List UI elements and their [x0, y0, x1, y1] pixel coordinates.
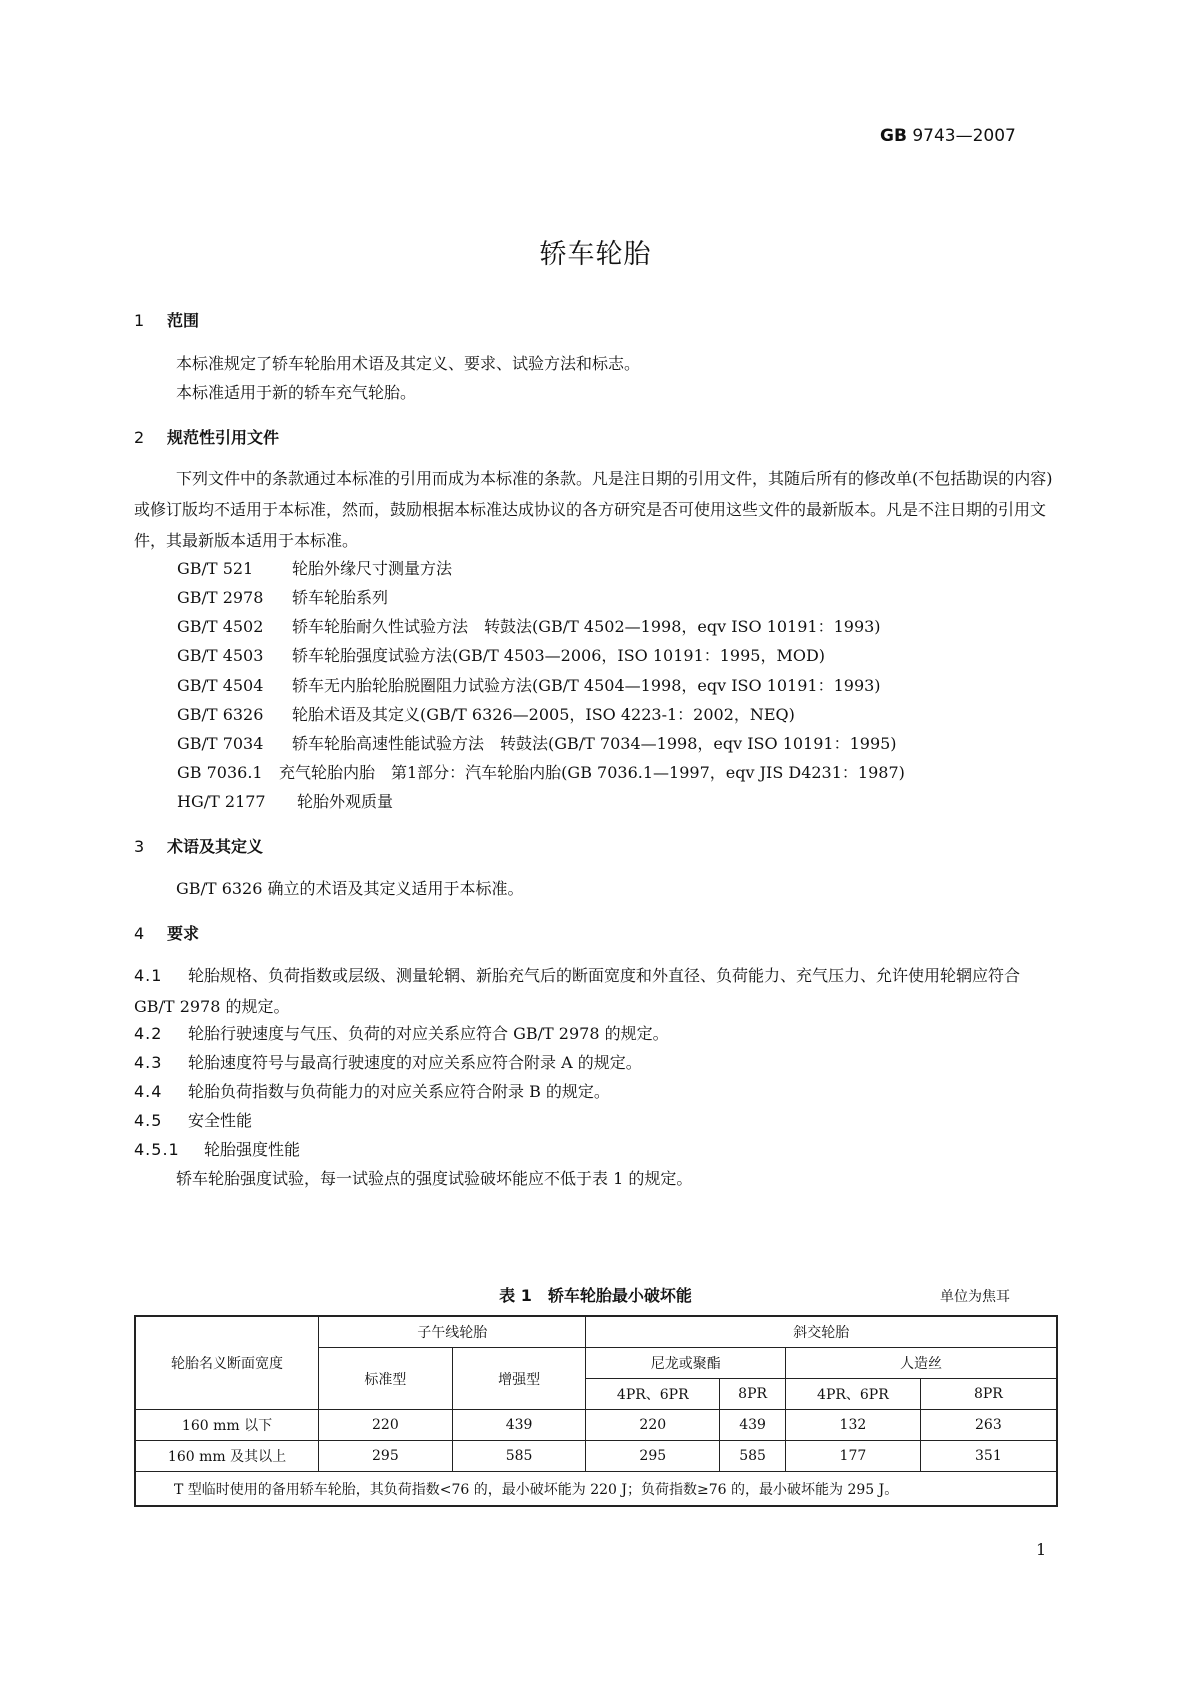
- section-2-heading: 2 规范性引用文件: [134, 428, 280, 447]
- reference-item: GB/T 2978 轿车轮胎系列: [177, 588, 389, 607]
- reference-item: GB/T 4504 轿车无内胎轮胎脱圈阻力试验方法(GB/T 4504—1998，eqv ISO 10191：1993): [177, 676, 881, 695]
- table-cell: 177: [786, 1441, 921, 1472]
- clause-4-1: 4.1 轮胎规格、负荷指数或层级、测量轮辋、新胎充气后的断面宽度和外直径、负荷能力、充气压力、允许使用轮辋应符合 GB/T 2978 的规定。: [134, 966, 1021, 1016]
- clause-4-4: 4.4 轮胎负荷指数与负荷能力的对应关系应符合附录 B 的规定。: [134, 1082, 610, 1101]
- header-radial: 子午线轮胎: [319, 1316, 586, 1348]
- header-rayon-4pr6pr: 4PR、6PR: [786, 1379, 921, 1410]
- table-cell: 220: [586, 1410, 720, 1441]
- table-cell: 220: [319, 1410, 453, 1441]
- terms-paragraph: GB/T 6326 确立的术语及其定义适用于本标准。: [176, 879, 524, 898]
- page-number: 1: [1036, 1540, 1047, 1559]
- header-reinforced: 增强型: [452, 1348, 586, 1410]
- table-row: [135, 1410, 1057, 1441]
- clause-4-5-1: 4.5.1 轮胎强度性能: [134, 1140, 301, 1159]
- clause-4-3: 4.3 轮胎速度符号与最高行驶速度的对应关系应符合附录 A 的规定。: [134, 1053, 642, 1072]
- scope-paragraph-1: 本标准规定了轿车轮胎用术语及其定义、要求、试验方法和标志。: [176, 354, 641, 373]
- header-standard: 标准型: [319, 1348, 453, 1410]
- document-title: 轿车轮胎: [539, 239, 652, 270]
- table-cell: 263: [920, 1410, 1057, 1441]
- header-nylon-8pr: 8PR: [720, 1379, 786, 1410]
- header-rayon: 人造丝: [786, 1348, 1057, 1379]
- table-cell: 585: [452, 1441, 586, 1472]
- section-4-heading: 4 要求: [134, 924, 200, 943]
- table-cell: 295: [319, 1441, 453, 1472]
- header-nylon: 尼龙或聚酯: [586, 1348, 786, 1379]
- table-cell: 439: [452, 1410, 586, 1441]
- reference-item: GB/T 7034 轿车轮胎高速性能试验方法 转鼓法(GB/T 7034—1998，eqv ISO 10191：1995): [177, 734, 897, 753]
- table-1-unit: 单位为焦耳: [940, 1289, 1010, 1305]
- reference-item: GB/T 4503 轿车轮胎强度试验方法(GB/T 4503—2006，ISO 10191：1995，MOD): [177, 646, 826, 665]
- reference-item: HG/T 2177 轮胎外观质量: [177, 792, 394, 811]
- section-3-heading: 3 术语及其定义: [134, 837, 264, 856]
- reference-item: GB 7036.1 充气轮胎内胎 第1部分：汽车轮胎内胎(GB 7036.1—1997，eqv JIS D4231：1987): [177, 763, 905, 782]
- standard-number: GB 9743—2007: [880, 126, 1016, 146]
- table-row: [135, 1441, 1057, 1472]
- header-tire-width: 轮胎名义断面宽度: [135, 1316, 319, 1410]
- clause-4-5-1-body: 轿车轮胎强度试验，每一试验点的强度试验破坏能应不低于表 1 的规定。: [176, 1169, 693, 1188]
- reference-item: GB/T 521 轮胎外缘尺寸测量方法: [177, 559, 453, 578]
- header-rayon-8pr: 8PR: [920, 1379, 1057, 1410]
- section-1-heading: 1 范围: [134, 311, 200, 330]
- table-cell: 132: [786, 1410, 921, 1441]
- scope-paragraph-2: 本标准适用于新的轿车充气轮胎。: [176, 383, 417, 402]
- row-width: 160 mm 以下: [135, 1410, 319, 1441]
- table-note: T 型临时使用的备用轿车轮胎，其负荷指数<76 的，最小破坏能为 220 J；负荷指数≥76 的，最小破坏能为 295 J。: [135, 1472, 1057, 1507]
- reference-item: GB/T 6326 轮胎术语及其定义(GB/T 6326—2005，ISO 4223-1：2002，NEQ): [177, 705, 795, 724]
- table-1: [134, 1315, 1058, 1507]
- table-cell: 585: [720, 1441, 786, 1472]
- table-cell: 439: [720, 1410, 786, 1441]
- clause-4-5: 4.5 安全性能: [134, 1111, 253, 1130]
- table-cell: 351: [920, 1441, 1057, 1472]
- header-nylon-4pr6pr: 4PR、6PR: [586, 1379, 720, 1410]
- normative-references-intro: 下列文件中的条款通过本标准的引用而成为本标准的条款。凡是注日期的引用文件，其随后所有的修改单(不包括勘误的内容)或修订版均不适用于本标准，然而，鼓励根据本标准达成协议的各方研究是否可使用这些文件的最新版本。凡是不注日期的引用文件，其最新版本适用于本标准。: [134, 469, 1053, 550]
- clause-4-2: 4.2 轮胎行驶速度与气压、负荷的对应关系应符合 GB/T 2978 的规定。: [134, 1024, 669, 1043]
- row-width: 160 mm 及其以上: [135, 1441, 319, 1472]
- table-cell: 295: [586, 1441, 720, 1472]
- reference-item: GB/T 4502 轿车轮胎耐久性试验方法 转鼓法(GB/T 4502—1998，eqv ISO 10191：1993): [177, 617, 881, 636]
- header-bias: 斜交轮胎: [586, 1316, 1057, 1348]
- table-1-caption: 表 1 轿车轮胎最小破坏能: [499, 1286, 692, 1305]
